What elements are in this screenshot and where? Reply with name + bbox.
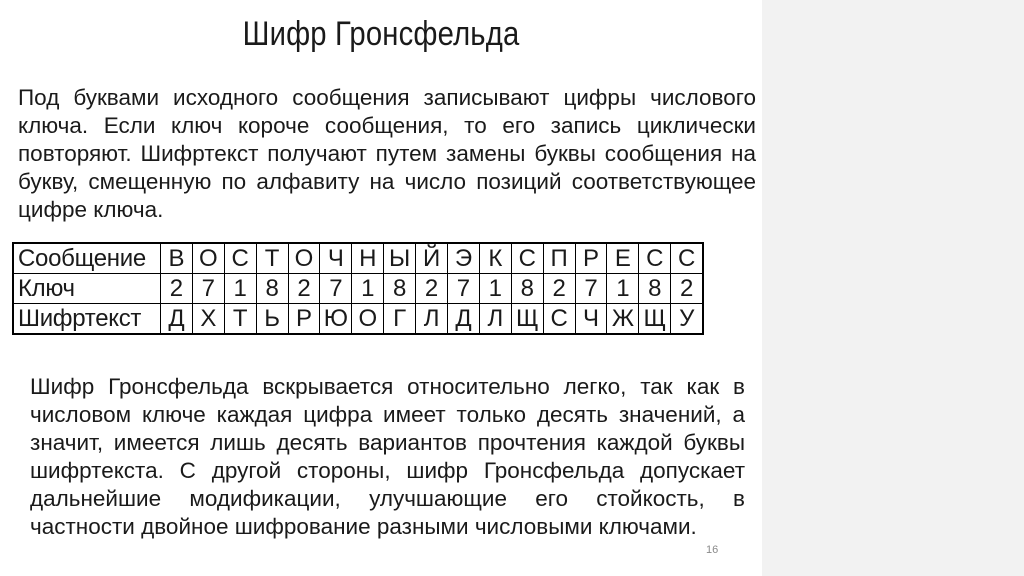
table-cell: 2 xyxy=(416,274,448,304)
table-cell: К xyxy=(479,243,511,274)
table-cell: С xyxy=(511,243,543,274)
table-cell: Й xyxy=(416,243,448,274)
table-cell: С xyxy=(639,243,671,274)
table-cell: 2 xyxy=(288,274,320,304)
cipher-table xyxy=(12,242,704,335)
table-cell: Х xyxy=(192,304,224,335)
table-cell: 7 xyxy=(575,274,607,304)
table-cell: Щ xyxy=(511,304,543,335)
table-cell: Р xyxy=(288,304,320,335)
row-label: Ключ xyxy=(13,274,161,304)
table-cell: 8 xyxy=(511,274,543,304)
conclusion-paragraph: Шифр Гронсфельда вскрывается относительно легко, так как в числовом ключе каждая цифра имеет только десять значений, а значит, имеется лишь десять вариантов прочтения каждой буквы шифртекста. С другой стороны, шифр Гронсфельда допускает дальнейшие модификации, улучшающие его стойкость, в частности двойное шифрование разными числовыми ключами. xyxy=(30,374,745,539)
table-cell: Ы xyxy=(384,243,416,274)
table-cell: 2 xyxy=(161,274,193,304)
intro-paragraph: Под буквами исходного сообщения записывают цифры числового ключа. Если ключ короче сообщения, то его запись циклически повторяют. Шифртекст получают путем замены буквы сообщения на букву, смещенную по алфавиту на число позиций соответствующее цифре ключа. xyxy=(18,85,756,222)
table-cell: 1 xyxy=(607,274,639,304)
table-cell: 7 xyxy=(320,274,352,304)
table-cell: Г xyxy=(384,304,416,335)
table-cell: Д xyxy=(161,304,193,335)
table-cell: С xyxy=(543,304,575,335)
table-cell: Ь xyxy=(256,304,288,335)
table-cell: 7 xyxy=(448,274,480,304)
table-cell: Ю xyxy=(320,304,352,335)
table-cell: Р xyxy=(575,243,607,274)
table-cell: Т xyxy=(256,243,288,274)
table-cell: Ч xyxy=(320,243,352,274)
table-cell: Д xyxy=(448,304,480,335)
table-cell: 8 xyxy=(639,274,671,304)
table-cell: Э xyxy=(448,243,480,274)
table-cell: Ж xyxy=(607,304,639,335)
table-cell: Л xyxy=(479,304,511,335)
table-cell: У xyxy=(671,304,703,335)
table-cell: П xyxy=(543,243,575,274)
table-cell: 8 xyxy=(384,274,416,304)
ciphertext-row xyxy=(13,304,703,335)
row-label: Шифртекст xyxy=(13,304,161,335)
table-cell: 1 xyxy=(479,274,511,304)
key-row xyxy=(13,274,703,304)
table-cell: О xyxy=(192,243,224,274)
table-cell: 1 xyxy=(224,274,256,304)
table-cell: Л xyxy=(416,304,448,335)
table-cell: В xyxy=(161,243,193,274)
table-cell: О xyxy=(288,243,320,274)
table-cell: С xyxy=(224,243,256,274)
table-cell: 2 xyxy=(543,274,575,304)
table-cell: С xyxy=(671,243,703,274)
slide-title: Шифр Гронсфельда xyxy=(242,15,520,53)
background-area xyxy=(762,0,1024,576)
table-cell: Щ xyxy=(639,304,671,335)
table-cell: Е xyxy=(607,243,639,274)
table-cell: О xyxy=(352,304,384,335)
table-cell: 1 xyxy=(352,274,384,304)
message-row xyxy=(13,243,703,274)
table-cell: 8 xyxy=(256,274,288,304)
table-cell: 2 xyxy=(671,274,703,304)
table-cell: Ч xyxy=(575,304,607,335)
row-label: Сообщение xyxy=(13,243,161,274)
table-cell: Т xyxy=(224,304,256,335)
table-cell: 7 xyxy=(192,274,224,304)
table-cell: Н xyxy=(352,243,384,274)
page-number: 16 xyxy=(706,544,719,556)
